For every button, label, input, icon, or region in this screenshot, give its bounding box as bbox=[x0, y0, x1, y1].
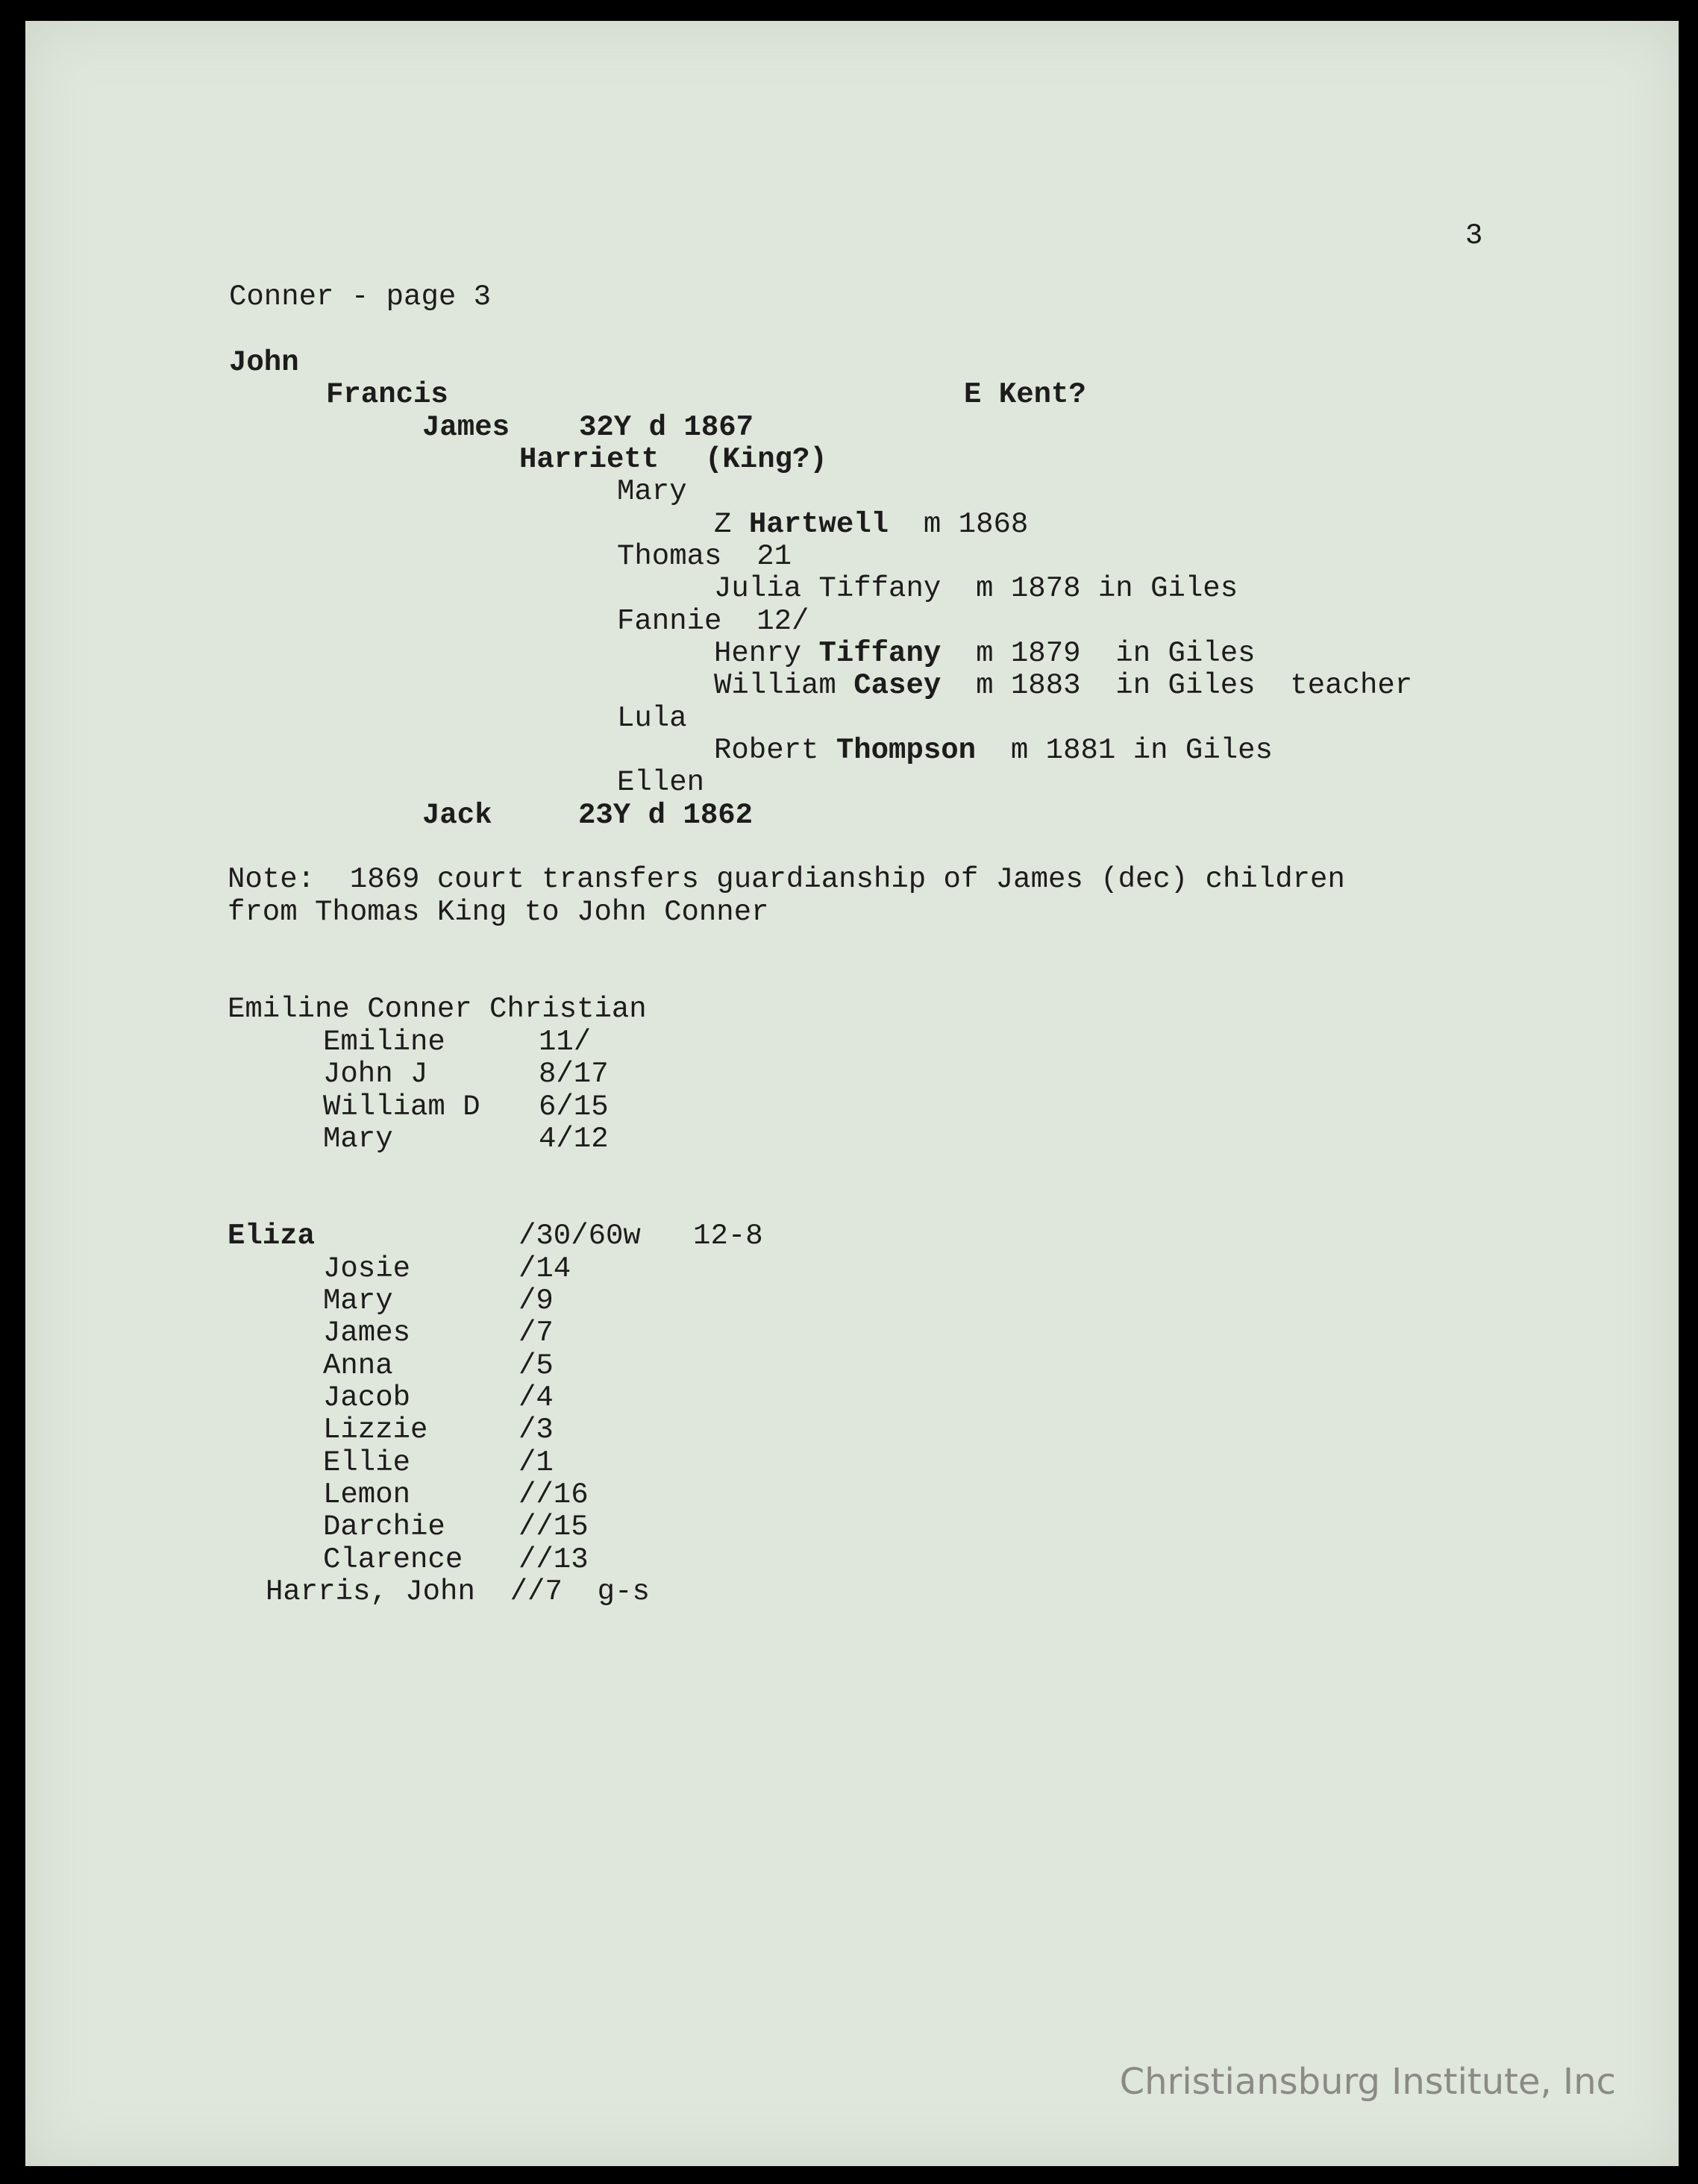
eliza-extra: Harris, John //7 g-s bbox=[266, 1575, 650, 1608]
tree-jack-info: 23Y d 1862 bbox=[578, 799, 754, 832]
tree-mary-spouse-line bbox=[714, 508, 1028, 541]
tree-harriett-info: (King?) bbox=[705, 443, 827, 476]
tree-lula-spouse-info: m 1881 in Giles bbox=[1010, 734, 1273, 767]
tree-thomas-spouse: Julia Tiffany m 1878 in Giles bbox=[714, 572, 1238, 605]
eliza-child-value: /14 bbox=[519, 1252, 571, 1285]
emiline-row-value: 11/ bbox=[539, 1026, 592, 1058]
tree-lula: Lula bbox=[617, 702, 687, 735]
eliza-child-name: Josie bbox=[323, 1252, 411, 1285]
watermark: Christiansburg Institute, Inc bbox=[1119, 2061, 1616, 2103]
eliza-child-name: Ellie bbox=[323, 1446, 411, 1479]
tree-mary-spouse: Hartwell bbox=[748, 508, 889, 541]
tree-lula-spouse: Thompson bbox=[836, 734, 977, 767]
emiline-row-name: Mary bbox=[323, 1123, 393, 1155]
emiline-row-value: 4/12 bbox=[539, 1123, 609, 1155]
emiline-row-name: John J bbox=[323, 1058, 428, 1091]
page-number: 3 bbox=[1465, 219, 1483, 252]
tree-fannie-spouse1-line bbox=[714, 637, 1256, 670]
eliza-child-value: //16 bbox=[519, 1478, 589, 1511]
tree-mary-spouse-info: m 1868 bbox=[923, 508, 1029, 541]
eliza-child-name: Anna bbox=[323, 1349, 393, 1382]
tree-lula-spouse-line bbox=[714, 734, 1273, 767]
eliza-child-value: /9 bbox=[519, 1284, 554, 1317]
paper-sheet bbox=[25, 21, 1679, 2166]
tree-francis: Francis bbox=[326, 378, 448, 411]
eliza-child-value: //13 bbox=[519, 1543, 589, 1576]
note-line-2: from Thomas King to John Conner bbox=[228, 896, 769, 929]
page-heading: Conner - page 3 bbox=[229, 280, 492, 313]
emiline-row-name: William D bbox=[323, 1091, 480, 1123]
eliza-child-name: Mary bbox=[323, 1284, 393, 1317]
emiline-row-value: 6/15 bbox=[539, 1091, 609, 1123]
eliza-child-value: /3 bbox=[519, 1413, 554, 1446]
tree-fannie-spouse1-prefix: Henry bbox=[714, 637, 819, 670]
tree-james: James bbox=[422, 411, 510, 444]
emiline-header: Emiline Conner Christian bbox=[228, 993, 647, 1026]
tree-fannie-spouse2-prefix: William bbox=[714, 669, 854, 702]
eliza-child-value: /1 bbox=[519, 1446, 554, 1479]
tree-fannie: Fannie 12/ bbox=[617, 605, 809, 638]
tree-lula-spouse-prefix: Robert bbox=[714, 734, 836, 767]
tree-mary-spouse-prefix: Z bbox=[714, 508, 749, 541]
eliza-child-value: /4 bbox=[519, 1381, 554, 1414]
tree-francis-spouse: E Kent? bbox=[964, 378, 1086, 411]
tree-ellen: Ellen bbox=[617, 766, 705, 799]
eliza-child-name: Darchie bbox=[323, 1510, 445, 1543]
tree-fannie-spouse2: Casey bbox=[853, 669, 942, 702]
eliza-child-value: /7 bbox=[519, 1317, 554, 1349]
tree-james-info: 32Y d 1867 bbox=[579, 411, 754, 444]
eliza-child-value: //15 bbox=[519, 1510, 589, 1543]
tree-fannie-spouse2-line bbox=[714, 669, 1412, 702]
eliza-child-value: /5 bbox=[519, 1349, 554, 1382]
eliza-child-name: James bbox=[323, 1317, 411, 1349]
tree-fannie-spouse2-info: m 1883 in Giles teacher bbox=[976, 669, 1413, 702]
tree-harriett: Harriett bbox=[519, 443, 660, 476]
tree-fannie-spouse1: Tiffany bbox=[818, 637, 942, 670]
tree-jack: Jack bbox=[422, 799, 492, 832]
eliza-name: Eliza bbox=[228, 1220, 316, 1252]
emiline-row-name: Emiline bbox=[323, 1026, 445, 1058]
emiline-row-value: 8/17 bbox=[539, 1058, 609, 1091]
eliza-child-name: Jacob bbox=[323, 1381, 411, 1414]
tree-thomas: Thomas 21 bbox=[617, 540, 792, 573]
eliza-child-name: Lizzie bbox=[323, 1413, 428, 1446]
eliza-info: /30/60w 12-8 bbox=[519, 1220, 763, 1252]
tree-mary: Mary bbox=[617, 475, 687, 508]
tree-fannie-spouse1-info: m 1879 in Giles bbox=[976, 637, 1256, 670]
eliza-child-name: Lemon bbox=[323, 1478, 411, 1511]
eliza-child-name: Clarence bbox=[323, 1543, 463, 1576]
tree-john: John bbox=[229, 346, 299, 379]
note-line-1: Note: 1869 court transfers guardianship of James (dec) children bbox=[228, 863, 1345, 896]
